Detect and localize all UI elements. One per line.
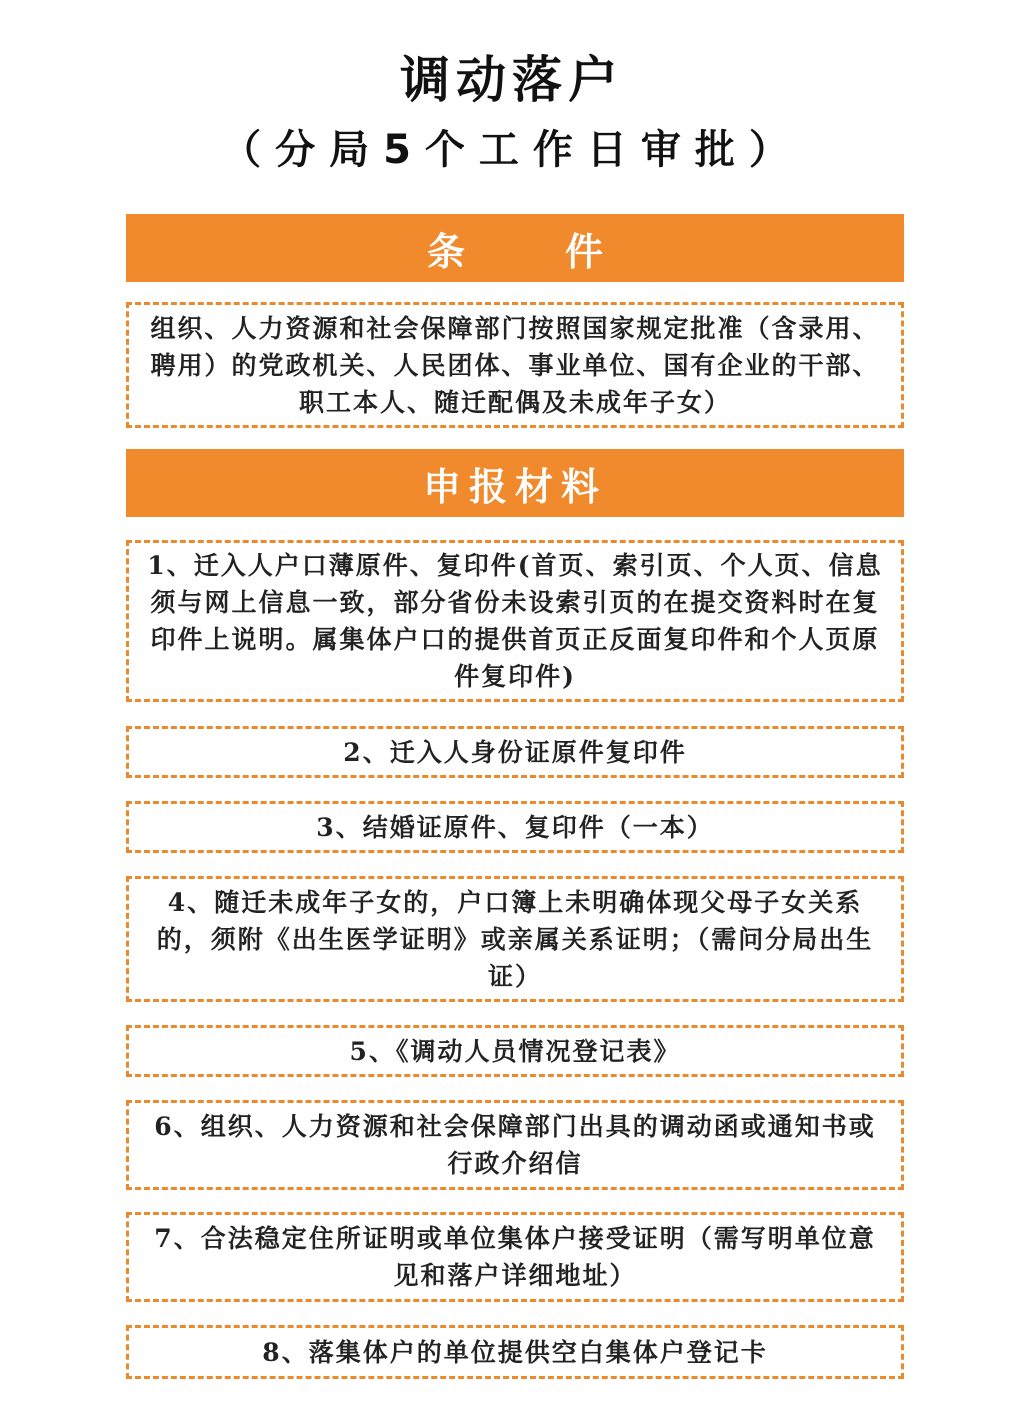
page-title: 调动落户 [400,51,624,109]
material-item-8: 8、落集体户的单位提供空白集体户登记卡 [126,1325,904,1379]
page-subtitle: （分局5个工作日审批） [221,127,803,173]
material-item-2: 2、迁入人身份证原件复印件 [126,726,904,778]
material-item-5: 5、《调动人员情况登记表》 [126,1025,904,1077]
material-item-7: 7、合法稳定住所证明或单位集体户接受证明（需写明单位意见和落户详细地址） [126,1212,904,1302]
material-item-6: 6、组织、人力资源和社会保障部门出具的调动函或通知书或行政介绍信 [126,1100,904,1190]
conditions-heading: 条件 [126,214,904,282]
material-item-4: 4、随迁未成年子女的，户口簿上未明确体现父母子女关系的，须附《出生医学证明》或亲属关系证明；（需问分局出生证） [126,876,904,1002]
conditions-text: 组织、人力资源和社会保障部门按照国家规定批准（含录用、聘用）的党政机关、人民团体、事业单位、国有企业的干部、职工本人、随迁配偶及未成年子女） [126,302,904,428]
material-item-3: 3、结婚证原件、复印件（一本） [126,801,904,853]
material-item-1: 1、迁入人户口薄原件、复印件(首页、索引页、个人页、信息须与网上信息一致，部分省份未设索引页的在提交资料时在复印件上说明。属集体户口的提供首页正反面复印件和个人页原件复印件) [126,540,904,702]
materials-heading: 申报材料 [126,449,904,517]
